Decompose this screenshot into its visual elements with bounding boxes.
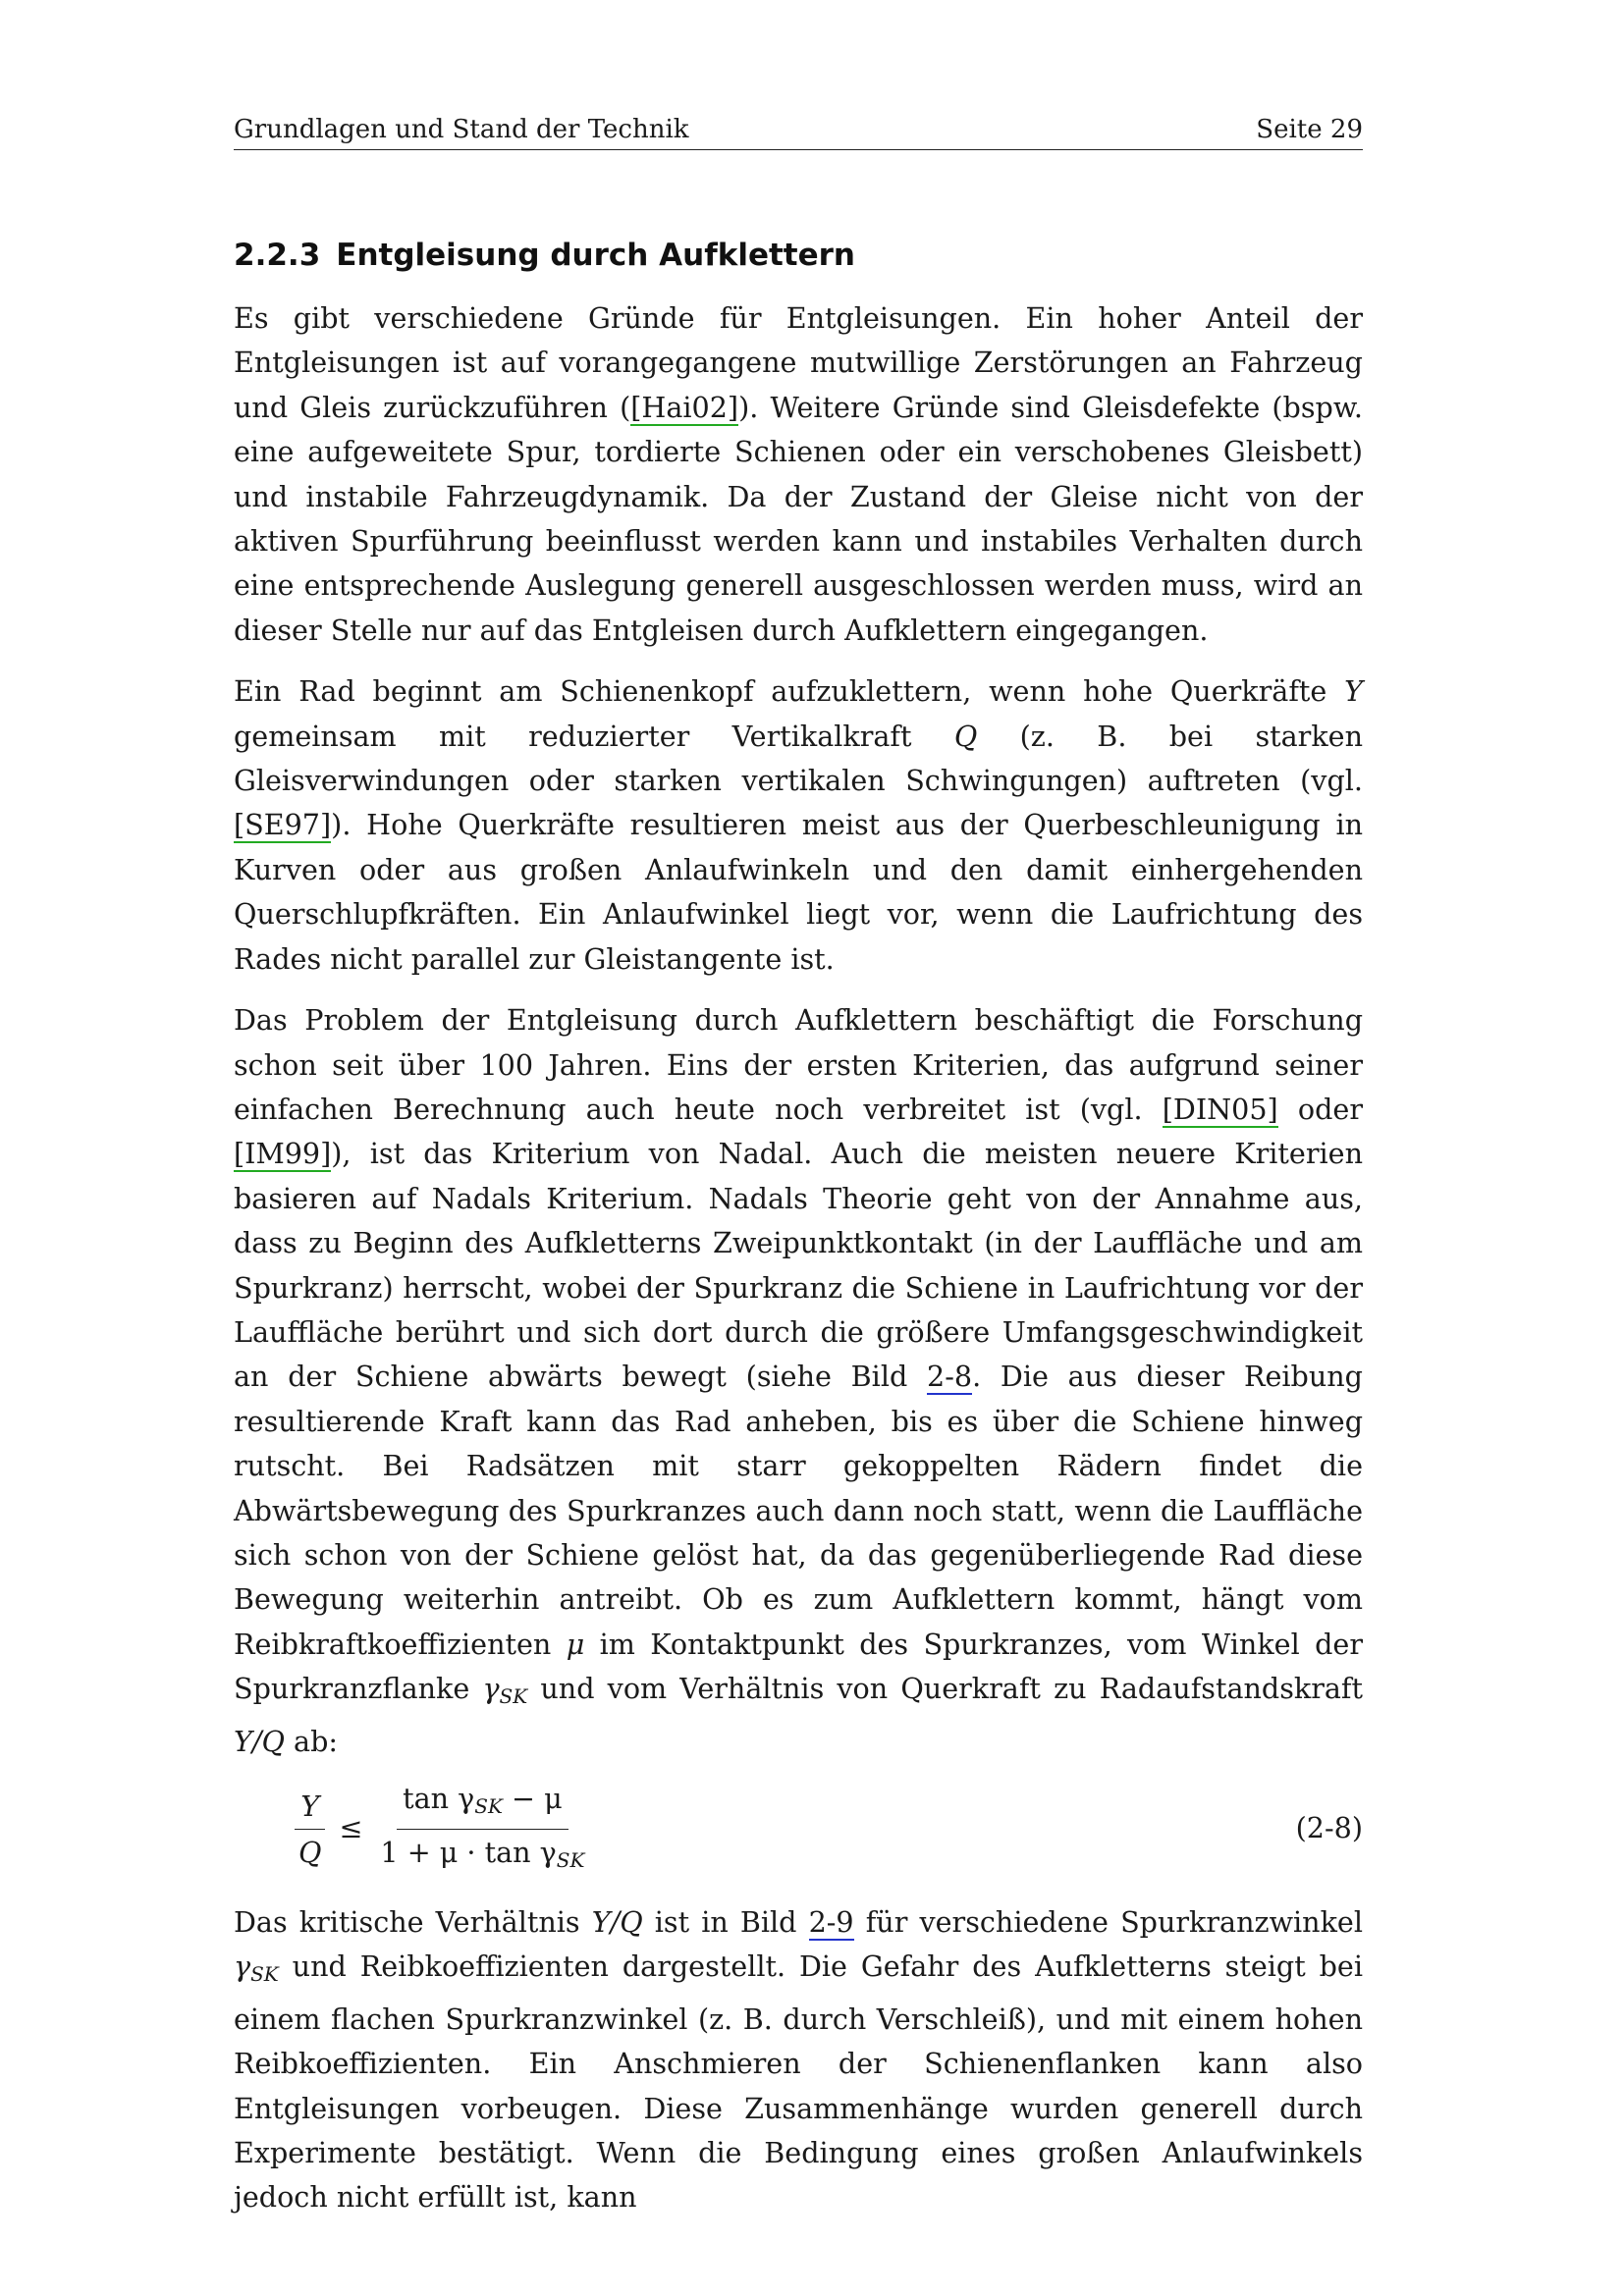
text-run: und Reibkoeffizienten dargestellt. Die Gefahr des Aufkletterns steigt bei einem flachen Spurkranzwinkel (z. B. durch Verschleiß), und mit einem hohen Reibkoeffizienten. Ein Anschmieren der Schienenflanken kann also Entgleisungen vorbeugen. Diese Zusammenhänge wurden generell durch Experimente bestätigt. Wenn die Bedingung eines großen Anlaufwinkels jedoch nicht erfüllt ist, kann [234,1949,1363,2215]
math-symbol: Y [1344,674,1363,709]
text-run: Das Problem der Entgleisung durch Aufklettern beschäftigt die Forschung schon seit über 100 Jahren. Eins der ersten Kriterien, das aufgrund seiner einfachen Berechnung auch heute noch verbreitet ist (vgl. [234,1003,1363,1126]
text-run: und vom Verhältnis von Querkraft zu Radaufstandskraft [527,1672,1364,1706]
math-subscript: SK [499,1684,528,1709]
math-subscript: SK [250,1962,279,1987]
denominator: Q [298,1835,322,1869]
text-run: oder [1277,1092,1364,1126]
operator-leq: ≤ [339,1811,363,1845]
section-heading [234,232,855,279]
math-symbol: γ [482,1672,500,1706]
math-symbol: Q [953,719,978,753]
text-run: ), ist das Kriterium von Nadal. Auch die meisten neuere Kriterien basieren auf Nadals Kriterium. Nadals Theorie geht von der Annahme aus, dass zu Beginn des Aufkletterns Zweipunktkontakt (in der Lauffläche und am Spurkranz) herrscht, wobei der Spurkranz die Schiene in Laufrichtung vor der Lauffläche berührt und sich dort durch die größere Umfangsgeschwindigkeit an der Schiene abwärts bewegt (siehe Bild [234,1137,1363,1394]
text-run: Es gibt verschiedene Gründe für Entgleisungen. Ein hoher Anteil der Entgleisungen ist auf vorangegangene mutwillige Zerstörungen an Fahrzeug und Gleis zurückzuführen ( [234,301,1363,424]
numerator [397,1779,568,1830]
text-run: für verschiedene Spurkranzwinkel [853,1905,1363,1939]
text-run: (z. B. bei starken Gleisverwindungen oder starken vertikalen Schwingungen) auftreten (vgl. [234,719,1364,798]
text-run: ). Weitere Gründe sind Gleisdefekte (bspw. eine aufgeweitete Spur, tordierte Schienen oder ein verschobenes Gleisbett) und instabile Fahrzeugdynamik. Da der Zustand der Gleise nicht von der aktiven Spurführung beeinflusst werden kann und instabiles Verhalten durch eine entsprechende Auslegung generell ausgeschlossen werden muss, wird an dieser Stelle nur auf das Entgleisen durch Aufklettern eingegangen. [234,390,1364,647]
text-run: ). Hohe Querkräfte resultieren meist aus der Querbeschleunigung in Kurven oder aus großen Anlaufwinkeln und den damit einhergehenden Querschlupfkräften. Ein Anlaufwinkel liegt vor, wenn die Laufrichtung des Rades nicht parallel zur Gleistangente ist. [234,808,1363,976]
citation-link-hai02[interactable]: [Hai02] [630,390,739,424]
figure-ref-2-8[interactable]: 2-8 [927,1360,973,1394]
equation-2-8 [234,1781,1363,1877]
section-number: 2.2.3 [234,238,321,273]
math-subscript: SK [474,1793,503,1818]
fraction-rhs [374,1779,590,1880]
paragraph-4 [234,1900,1363,2220]
paragraph-1 [234,296,1363,653]
text-run: ab: [284,1724,339,1758]
citation-link-din05[interactable]: [DIN05] [1162,1092,1278,1126]
denominator [374,1830,590,1880]
header-page-number: Seite 29 [1256,115,1363,144]
text-run: Das kritische Verhältnis [234,1905,592,1939]
equation-body [293,1781,590,1877]
citation-link-se97[interactable]: [SE97] [234,808,332,842]
text-run: gemeinsam mit reduzierter Vertikalkraft [234,719,954,753]
fraction-lhs [293,1787,327,1872]
header-chapter-title: Grundlagen und Stand der Technik [234,115,689,144]
citation-link-im99[interactable]: [IM99] [234,1137,332,1171]
text-run: im Kontaktpunkt des Spurkranzes, vom Winkel der Spurkranzflanke [234,1627,1363,1706]
figure-ref-2-9[interactable]: 2-9 [808,1905,854,1939]
equation-number: (2-8) [1295,1811,1363,1844]
section-title-text: Entgleisung durch Aufklettern [336,238,855,273]
math-symbol: Y/Q [591,1905,643,1939]
text-run: Ein Rad beginnt am Schienenkopf aufzuklettern, wenn hohe Querkräfte [234,674,1345,709]
paragraph-3 [234,998,1363,1764]
body-text [234,296,1363,2237]
math-subscript: SK [556,1847,585,1872]
math-symbol: γ [234,1949,251,1984]
math-text: − μ [502,1781,563,1815]
running-header [234,110,1363,150]
text-run: . Die aus dieser Reibung resultierende Kraft kann das Rad anheben, bis es über die Schiene hinweg rutscht. Bei Radsätzen mit starr gekoppelten Rädern findet die Abwärtsbewegung des Spurkranzes auch dann noch statt, wenn die Lauffläche sich schon von der Schiene gelöst hat, da das gegenüberliegende Rad diese Bewegung weiterhin antreibt. Ob es zum Aufklettern kommt, hängt vom Reibkraftkoeffizienten [234,1360,1363,1661]
paragraph-2 [234,669,1363,982]
numerator: Y [295,1787,325,1830]
text-run: ist in Bild [642,1905,809,1939]
math-text: tan γ [403,1781,475,1815]
math-text: 1 + μ · tan γ [380,1835,557,1869]
math-symbol: Y/Q [234,1724,285,1758]
math-symbol: μ [566,1627,585,1661]
